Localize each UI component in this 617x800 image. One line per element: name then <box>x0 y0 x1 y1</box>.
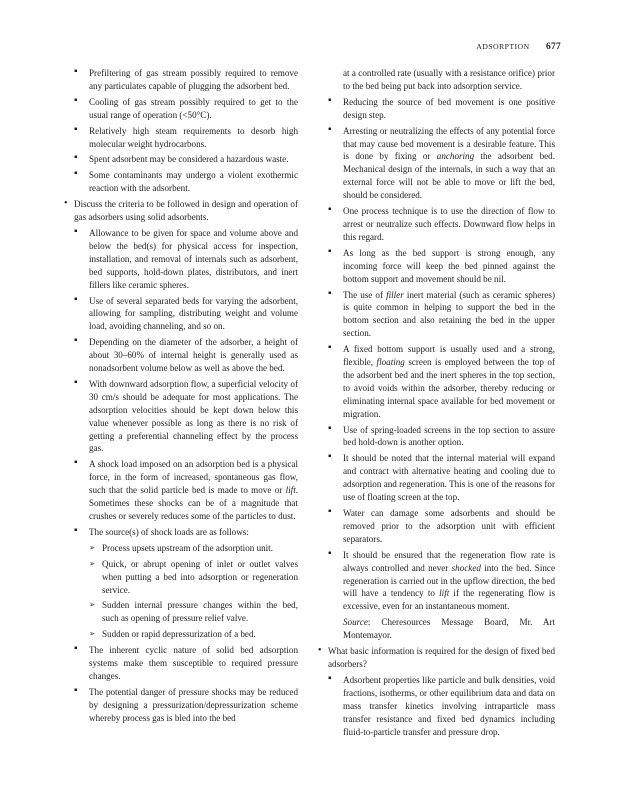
list-item: ▪ Prefiltering of gas stream possibly required to remove any particulates capable of plugging the adsorbent bed. <box>66 67 298 93</box>
paragraph-continuation: at a controlled rate (usually with a resistance orifice) prior to the bed being put back into adsorption service. <box>343 68 555 91</box>
list-item: ▪ As long as the bed support is strong enough, any incoming force will keep the bed pinned against the bottom support and movement should be nil. <box>320 247 555 286</box>
list-item: ▪ Adsorbent properties like particle and bulk densities, void fractions, isotherms, or other equilibrium data and data on mass transfer kinetics involving intraparticle mass transfer resistance and fixed bed dynamics including fluid-to-particle transfer and pressure drop. <box>320 674 555 739</box>
list-item: ▪ The potential danger of pressure shocks may be reduced by designing a pressurization/depressurization scheme whereby process gas is bled into the bed <box>66 686 298 725</box>
left-column <box>66 67 298 728</box>
list-item: ▪ Cooling of gas stream possibly required to get to the usual range of operation (<50°C). <box>66 96 298 122</box>
list-item: ▪ With downward adsorption flow, a superficial velocity of 30 cm/s should be adequate for most applications. The adsorption velocities should be kept down below this value whenever possible as long as there is no risk of getting a preferential channeling effect by the process gas. <box>66 378 298 455</box>
sub-list-item: ➢ Quick, or abrupt opening of inlet or outlet valves when putting a bed into adsorption or regeneration service. <box>66 558 298 597</box>
sub-list-item: ➢ Sudden or rapid depressurization of a bed. <box>66 628 298 641</box>
list-item: ▪ Water can damage some adsorbents and should be removed prior to the adsorption unit with efficient separators. <box>320 507 555 546</box>
list-item: ▪ The inherent cyclic nature of solid bed adsorption systems make them susceptible to required pressure changes. <box>66 644 298 683</box>
question-bullet: • Discuss the criteria to be followed in design and operation of gas adsorbers using solid adsorbents. <box>66 198 298 224</box>
list-item: ▪ Depending on the diameter of the adsorber, a height of about 30–60% of internal height is generally used as nonadsorbent volume below as well as above the bed. <box>66 336 298 375</box>
list-item: ▪ It should be ensured that the regeneration flow rate is always controlled and never shocked into the bed. Since regeneration is carried out in the upflow direction, the bed will have a tendency to lift if the regenerating flow is excessive, even for an instantaneous moment. <box>320 549 555 614</box>
list-item: ▪ The source(s) of shock loads are as follows: <box>66 526 298 539</box>
list-item: ▪ One process technique is to use the direction of flow to arrest or neutralize such effects. Downward flow helps in this regard. <box>320 205 555 244</box>
list-item: ▪ Some contaminants may undergo a violent exothermic reaction with the adsorbent. <box>66 169 298 195</box>
list-item: ▪ It should be noted that the internal material will expand and contract with alternative heating and cooling due to adsorption and regeneration. This is one of the reasons for use of floating screen at the top. <box>320 452 555 504</box>
list-item: ▪ Relatively high steam requirements to desorb high molecular weight hydrocarbons. <box>66 125 298 151</box>
running-header <box>476 40 561 54</box>
list-item: ▪ Spent adsorbent may be considered a hazardous waste. <box>66 153 298 166</box>
list-item: ▪ Allowance to be given for space and volume above and below the bed(s) for physical access for inspection, installation, and removal of internals such as adsorbent, bed supports, hold-down plates, distributors, and inert fillers like ceramic spheres. <box>66 227 298 292</box>
list-item: ▪ Arresting or neutralizing the effects of any potential force that may cause bed movement is a desirable feature. This is done by fixing or anchoring the adsorbent bed. Mechanical design of the internals, in such a way that an external force will not be able to move or lift the bed, should be considered. <box>320 125 555 202</box>
sub-list-item: ➢ Process upsets upstream of the adsorption unit. <box>66 542 298 555</box>
list-item: ▪ Use of several separated beds for varying the adsorbent, allowing for sampling, distributing weight and volume load, avoiding channeling, and so on. <box>66 295 298 334</box>
section-title: ADSORPTION <box>476 42 530 51</box>
list-item: ▪ A fixed bottom support is usually used and a strong, flexible, floating screen is employed between the top of the adsorbent bed and the inert spheres in the top section, to avoid voids within the adsorber, thereby reducing or eliminating internal space available for bed movement or migration. <box>320 343 555 420</box>
sub-list-item: ➢ Sudden internal pressure changes within the bed, such as opening of pressure relief valve. <box>66 599 298 625</box>
list-item: ▪ Use of spring-loaded screens in the top section to assure bed hold-down is another option. <box>320 424 555 450</box>
question-bullet: • What basic information is required for the design of fixed bed adsorbers? <box>320 645 555 671</box>
list-item: ▪ A shock load imposed on an adsorption bed is a physical force, in the form of increased, spontaneous gas flow, such that the solid particle bed is made to move or lift. Sometimes these shocks can be of a magnitude that crushes or severely reduces some of the particles to dust. <box>66 458 298 523</box>
right-column <box>320 67 555 741</box>
page-number: 677 <box>546 42 561 52</box>
list-item: ▪ Reducing the source of bed movement is one positive design step. <box>320 96 555 122</box>
paragraph-continuation: Source: Cheresources Message Board, Mr. Art Montemayor. <box>343 617 555 641</box>
list-item: ▪ The use of filler inert material (such as ceramic spheres) is quite common in helping to support the bed in the bottom section and also retaining the bed in the upper section. <box>320 289 555 341</box>
